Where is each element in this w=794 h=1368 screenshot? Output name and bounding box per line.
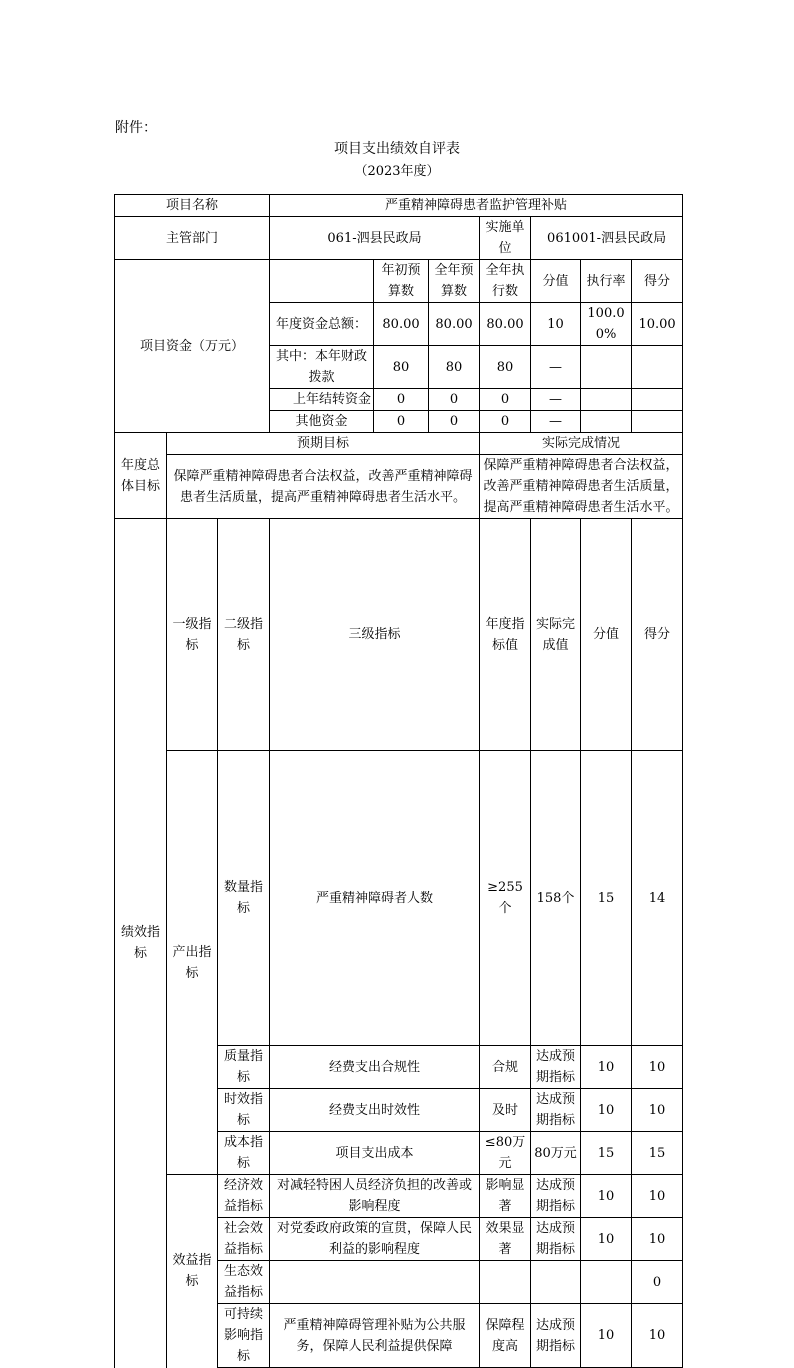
- goals-content-row: [115, 455, 683, 519]
- funds-budget-start: 80: [374, 346, 429, 389]
- funds-score: [632, 389, 683, 411]
- ind-score: 10: [632, 1046, 683, 1089]
- ind-level3: 对党委政府政策的宣贯，保障人民利益的影响程度: [270, 1218, 480, 1261]
- funds-row-label: 其他资金: [270, 411, 374, 433]
- benefit-label: 效益指标: [167, 1175, 218, 1368]
- indicator-row: [115, 1175, 683, 1218]
- funds-budget-start: 0: [374, 411, 429, 433]
- ind-level2: 经济效益指标: [218, 1175, 270, 1218]
- funds-budget-year: 0: [429, 389, 480, 411]
- ind-actual: 达成预期指标: [531, 1175, 581, 1218]
- funds-header-5: 得分: [632, 260, 683, 303]
- funds-executed: 0: [480, 389, 531, 411]
- funds-rate: 100.00%: [581, 303, 632, 346]
- ind-score: 10: [632, 1175, 683, 1218]
- funds-budget-year: 80.00: [429, 303, 480, 346]
- impl-label: 实施单位: [480, 217, 531, 260]
- page-title: 项目支出绩效自评表: [334, 141, 460, 157]
- ind-target: 及时: [480, 1089, 531, 1132]
- funds-rate: [581, 389, 632, 411]
- funds-executed: 80: [480, 346, 531, 389]
- funds-score-value: —: [531, 389, 581, 411]
- ind-level3: 对减轻特困人员经济负担的改善或影响程度: [270, 1175, 480, 1218]
- ind-actual: 158个: [531, 751, 581, 1046]
- goals-label: 年度总体目标: [115, 433, 167, 519]
- ind-level2: 质量指标: [218, 1046, 270, 1089]
- ind-actual: 达成预期指标: [531, 1046, 581, 1089]
- ind-score: 0: [632, 1261, 683, 1304]
- funds-budget-year: 80: [429, 346, 480, 389]
- funds-header-1: 全年预算数: [429, 260, 480, 303]
- ind-header-actual: 实际完成值: [531, 519, 581, 751]
- ind-level3: 项目支出成本: [270, 1132, 480, 1175]
- dept-value: 061-泗县民政局: [270, 217, 480, 260]
- attachment-label: 附件：: [115, 120, 157, 136]
- ind-level2: 可持续影响指标: [218, 1304, 270, 1368]
- funds-header-4: 执行率: [581, 260, 632, 303]
- project-name-label: 项目名称: [115, 195, 270, 217]
- ind-level2: 数量指标: [218, 751, 270, 1046]
- ind-header-level2: 二级指标: [218, 519, 270, 751]
- impl-value: 061001-泗县民政局: [531, 217, 683, 260]
- ind-level2: 生态效益指标: [218, 1261, 270, 1304]
- ind-header-level1: 一级指标: [167, 519, 218, 751]
- ind-score-value: 10: [581, 1175, 632, 1218]
- ind-actual: 达成预期指标: [531, 1089, 581, 1132]
- ind-score: 10: [632, 1304, 683, 1368]
- ind-score-value: 10: [581, 1089, 632, 1132]
- ind-header-level3: 三级指标: [270, 519, 480, 751]
- indicators-label: 绩效指标: [115, 519, 167, 1368]
- funds-row-label: 年度资金总额：: [270, 303, 374, 346]
- ind-score-value: 15: [581, 751, 632, 1046]
- ind-actual: [531, 1261, 581, 1304]
- funds-header-row: [115, 260, 683, 303]
- funds-executed: 0: [480, 411, 531, 433]
- evaluation-table: [114, 194, 683, 1368]
- funds-budget-year: 0: [429, 411, 480, 433]
- ind-level2: 时效指标: [218, 1089, 270, 1132]
- ind-score: 15: [632, 1132, 683, 1175]
- goals-actual-header: 实际完成情况: [480, 433, 683, 455]
- indicators-header-row: [115, 519, 683, 751]
- project-name-row: [115, 195, 683, 217]
- ind-level3: [270, 1261, 480, 1304]
- output-label: 产出指标: [167, 751, 218, 1175]
- funds-header-2: 全年执行数: [480, 260, 531, 303]
- ind-score-value: 10: [581, 1046, 632, 1089]
- goals-actual-text: 保障严重精神障碍患者合法权益，改善严重精神障碍患者生活质量，提高严重精神障碍患者生活水平。: [480, 455, 683, 519]
- funds-budget-start: 0: [374, 389, 429, 411]
- project-name-value: 严重精神障碍患者监护管理补贴: [270, 195, 683, 217]
- funds-budget-start: 80.00: [374, 303, 429, 346]
- ind-score-value: [581, 1261, 632, 1304]
- ind-level3: 经费支出时效性: [270, 1089, 480, 1132]
- ind-level2: 社会效益指标: [218, 1218, 270, 1261]
- funds-label: 项目资金（万元）: [115, 260, 270, 433]
- funds-score-value: —: [531, 346, 581, 389]
- funds-score: [632, 346, 683, 389]
- dept-label: 主管部门: [115, 217, 270, 260]
- funds-rate: [581, 346, 632, 389]
- ind-target: 影响显著: [480, 1175, 531, 1218]
- ind-actual: 达成预期指标: [531, 1304, 581, 1368]
- indicator-row: [115, 751, 683, 1046]
- goals-header-row: [115, 433, 683, 455]
- funds-header-3: 分值: [531, 260, 581, 303]
- funds-score: 10.00: [632, 303, 683, 346]
- funds-row-label: 上年结转资金: [270, 389, 374, 411]
- ind-score-value: 15: [581, 1132, 632, 1175]
- ind-target: 合规: [480, 1046, 531, 1089]
- ind-score: 10: [632, 1218, 683, 1261]
- ind-header-score-value: 分值: [581, 519, 632, 751]
- funds-header-blank: [270, 260, 374, 303]
- ind-score-value: 10: [581, 1304, 632, 1368]
- ind-header-target: 年度指标值: [480, 519, 531, 751]
- ind-level3: 严重精神障碍者人数: [270, 751, 480, 1046]
- funds-rate: [581, 411, 632, 433]
- ind-score: 14: [632, 751, 683, 1046]
- ind-target: 效果显著: [480, 1218, 531, 1261]
- ind-header-score: 得分: [632, 519, 683, 751]
- ind-target: ≤80万元: [480, 1132, 531, 1175]
- ind-level3: 经费支出合规性: [270, 1046, 480, 1089]
- ind-actual: 80万元: [531, 1132, 581, 1175]
- ind-target: 保障程度高: [480, 1304, 531, 1368]
- ind-level3: 严重精神障碍管理补贴为公共服务，保障人民利益提供保障: [270, 1304, 480, 1368]
- goals-expected-text: 保障严重精神障碍患者合法权益，改善严重精神障碍患者生活质量，提高严重精神障碍患者生活水平。: [167, 455, 480, 519]
- ind-target: ≥255个: [480, 751, 531, 1046]
- year-subtitle: （2023年度）: [354, 164, 440, 179]
- ind-score-value: 10: [581, 1218, 632, 1261]
- department-row: [115, 217, 683, 260]
- ind-score: 10: [632, 1089, 683, 1132]
- funds-row-label: 其中：本年财政拨款: [270, 346, 374, 389]
- ind-level2: 成本指标: [218, 1132, 270, 1175]
- funds-header-0: 年初预算数: [374, 260, 429, 303]
- funds-score-value: 10: [531, 303, 581, 346]
- goals-expected-header: 预期目标: [167, 433, 480, 455]
- ind-actual: 达成预期指标: [531, 1218, 581, 1261]
- funds-score-value: —: [531, 411, 581, 433]
- funds-score: [632, 411, 683, 433]
- ind-target: [480, 1261, 531, 1304]
- funds-executed: 80.00: [480, 303, 531, 346]
